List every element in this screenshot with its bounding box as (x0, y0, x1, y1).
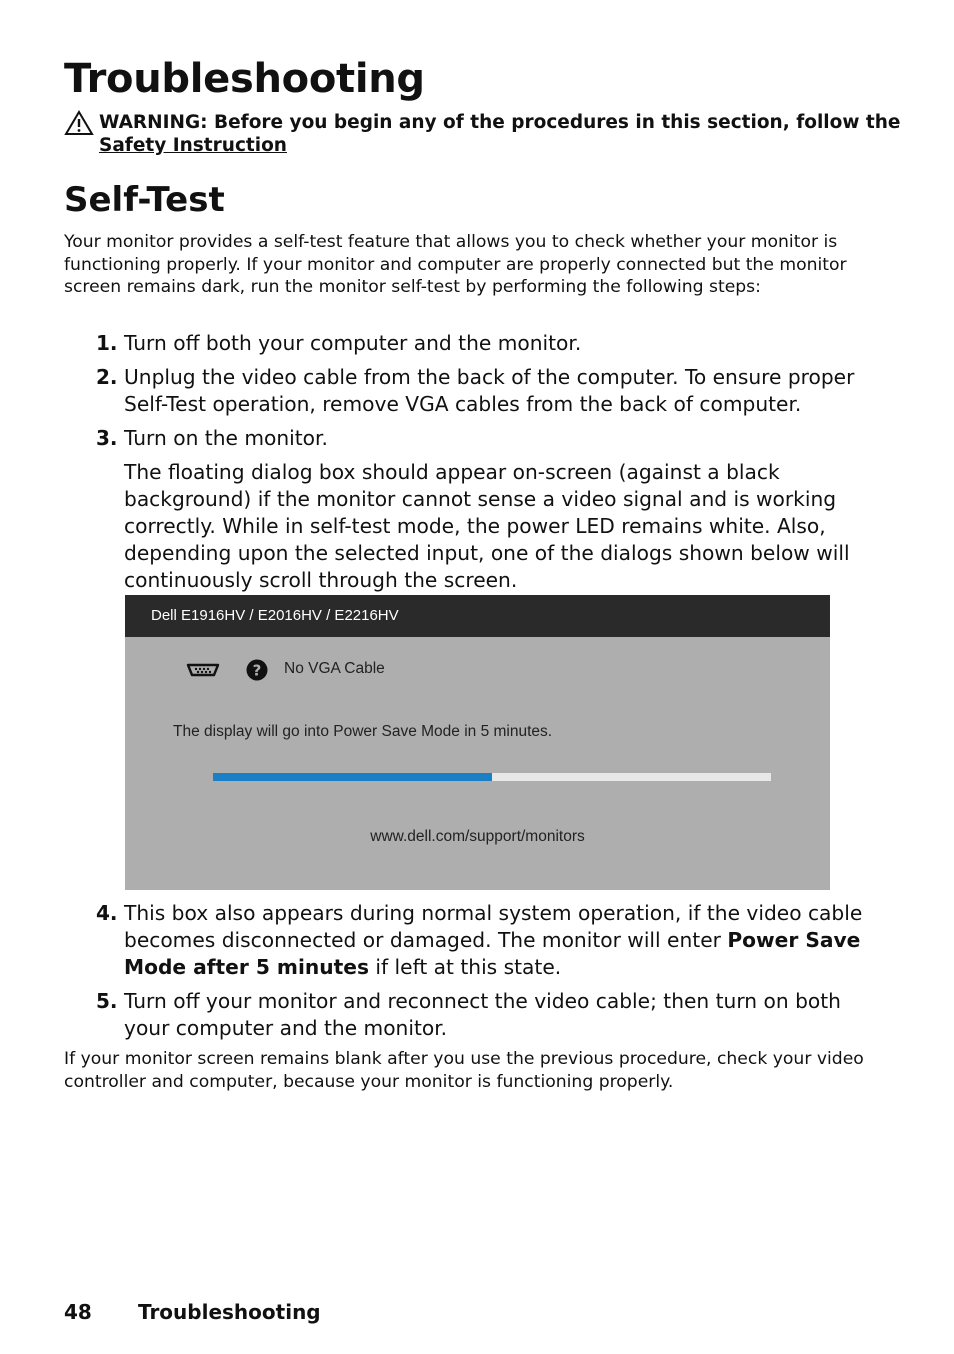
step-number: 3. (96, 426, 118, 450)
step3-detail-line: depending upon the selected input, one of the dialogs shown below will (124, 541, 850, 565)
page-number: 48 (64, 1300, 92, 1324)
svg-text:?: ? (252, 661, 262, 680)
step-text (124, 954, 894, 981)
warning-triangle-icon (64, 110, 94, 136)
step-text: Self-Test operation, remove VGA cables from the back of computer. (124, 392, 802, 416)
step-number: 4. (96, 901, 118, 925)
vga-connector-icon (185, 661, 221, 679)
step-text-segment: if left at this state. (369, 955, 562, 979)
step-text-segment: becomes disconnected or damaged. The monitor will enter (124, 928, 728, 952)
step-text: This box also appears during normal system operation, if the video cable (124, 901, 863, 925)
safety-instruction-link[interactable]: Safety Instruction (99, 135, 287, 156)
warning-text: WARNING: Before you begin any of the procedures in this section, follow the (99, 112, 901, 133)
step3-detail-line: background) if the monitor cannot sense a video signal and is working (124, 487, 837, 511)
step-text (124, 927, 894, 954)
footer-section-title: Troubleshooting (138, 1300, 321, 1324)
step-text-bold: Power Save (727, 928, 861, 952)
step3-detail-line: The floating dialog box should appear on-screen (against a black (124, 460, 780, 484)
page-title: Troubleshooting (64, 56, 425, 102)
step3-detail-line: continuously scroll through the screen. (124, 568, 518, 592)
step-text: Turn off your monitor and reconnect the video cable; then turn on both (124, 989, 841, 1013)
osd-progress-bar (213, 773, 771, 781)
step-text: your computer and the monitor. (124, 1016, 448, 1040)
osd-power-save-info: The display will go into Power Save Mode in 5 minutes. (173, 723, 553, 740)
step-number: 1. (96, 331, 118, 355)
step-number: 5. (96, 989, 118, 1013)
osd-title: Dell E1916HV / E2016HV / E2216HV (151, 607, 399, 624)
step-text: Turn off both your computer and the monitor. (124, 331, 582, 355)
step-text: Turn on the monitor. (124, 426, 328, 450)
step-text: Unplug the video cable from the back of the computer. To ensure proper (124, 365, 855, 389)
osd-message: No VGA Cable (284, 660, 385, 677)
step3-detail-line: correctly. While in self-test mode, the power LED remains white. Also, (124, 514, 826, 538)
help-question-icon (246, 659, 268, 681)
osd-support-url: www.dell.com/support/monitors (370, 828, 585, 845)
section-title: Self-Test (64, 180, 225, 220)
osd-dialog (125, 595, 830, 890)
outro-paragraph: If your monitor screen remains blank after you use the previous procedure, check your video controller and computer, because your monitor is functioning properly. (64, 1049, 864, 1092)
intro-paragraph: Your monitor provides a self-test feature that allows you to check whether your monitor is functioning properly. If your monitor and computer are properly connected but the monitor screen remains dark, run the monitor self-test by performing the following steps: (64, 232, 847, 298)
osd-progress-fill (213, 773, 492, 781)
step-text-bold: Mode after 5 minutes (124, 955, 369, 979)
step-number: 2. (96, 365, 118, 389)
osd-titlebar (125, 595, 830, 637)
